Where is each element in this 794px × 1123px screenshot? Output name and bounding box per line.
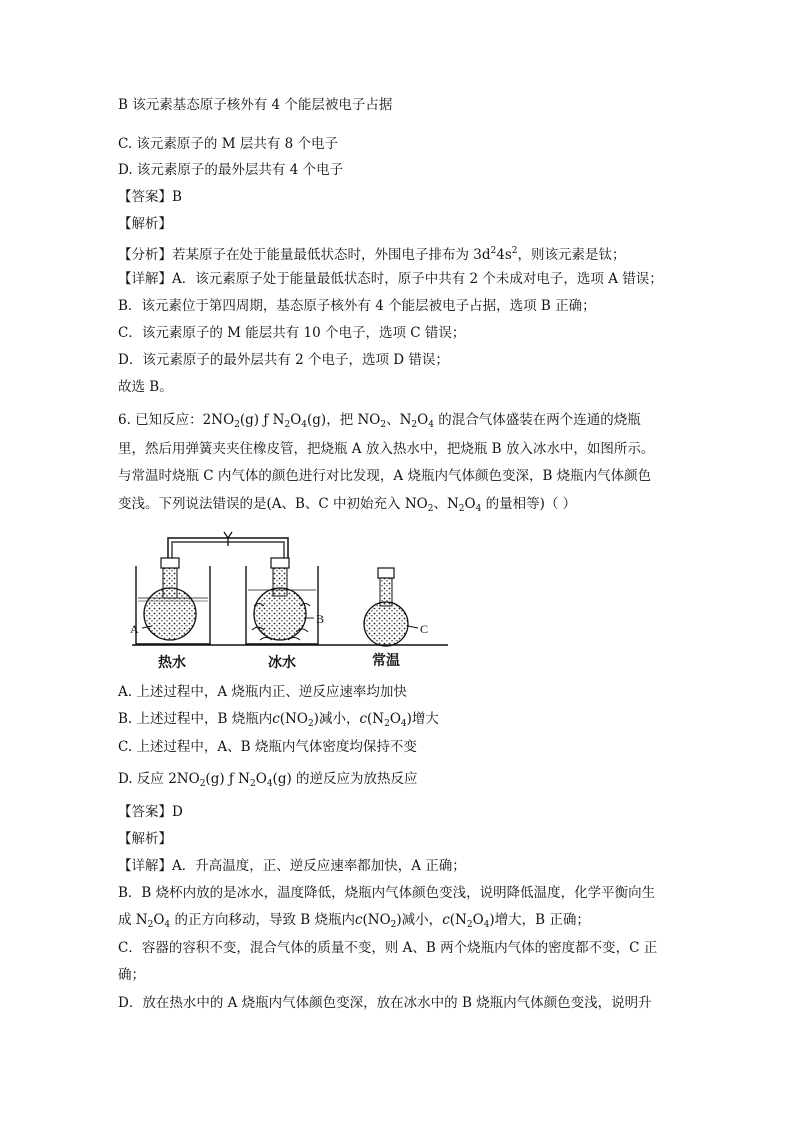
choice-a: A. 上述过程中，A 烧瓶内正、逆反应速率均加快 bbox=[118, 684, 407, 700]
label-ice-water: 冰水 bbox=[268, 655, 296, 671]
question-6-stem: 6. 已知反应：$2NO_2(g)$ ƒ $N_2O_4(g)$，把 $NO_2$、$N_2O_4$ 的混合气体盛装在两个连通的烧瓶 bbox=[118, 412, 641, 430]
spring-clamp bbox=[224, 532, 232, 546]
label-hot-water: 热水 bbox=[158, 655, 186, 671]
detail-d: D．该元素原子的最外层共有 2 个电子，选项 D 错误； bbox=[118, 352, 449, 368]
analysis-label: 【解析】 bbox=[118, 216, 172, 232]
label-room-temp: 常温 bbox=[372, 653, 400, 669]
hot-water-beaker bbox=[136, 558, 210, 644]
label-letter-b: B bbox=[316, 612, 325, 626]
detail2-c-cont: 确； bbox=[118, 967, 145, 983]
flask-a bbox=[144, 588, 196, 640]
option-d-prev: D. 该元素原子的最外层共有 4 个电子 bbox=[118, 162, 344, 178]
choice-d: D. 反应 $2NO_2(g)$ ƒ $N_2O_4(g)$ 的逆反应为放热反应 bbox=[118, 771, 418, 789]
question-6-line4: 变浅。下列说法错误的是(A、B、C 中初始充入 $NO_2$、$N_2O_4$ 的量相等)（ ） bbox=[118, 496, 577, 514]
detail2-b: B．B 烧杯内放的是冰水，温度降低，烧瓶内气体颜色变浅，说明降低温度，化学平衡向生 bbox=[118, 885, 656, 901]
label-letter-c: C bbox=[420, 622, 429, 636]
apparatus-figure bbox=[128, 522, 448, 674]
detail2-a: 【详解】A．升高温度，正、逆反应速率都加快，A 正确； bbox=[118, 858, 466, 874]
detail-c: C．该元素原子的 M 能层共有 10 个电子，选项 C 错误； bbox=[118, 325, 466, 341]
option-c-prev: C. 该元素原子的 M 层共有 8 个电子 bbox=[118, 136, 339, 152]
choice-b: B. 上述过程中，B 烧瓶内$c(NO_2)$减小，$c(N_2O_4)$增大 bbox=[118, 711, 439, 729]
conclusion: 故选 B。 bbox=[118, 379, 173, 395]
detail-a: 【详解】A．该元素原子处于能量最低状态时，原子中共有 2 个未成对电子，选项 A 错误； bbox=[118, 271, 663, 287]
question-6-line2: 里，然后用弹簧夹夹住橡皮管，把烧瓶 A 放入热水中，把烧瓶 B 放入冰水中，如图所示。 bbox=[118, 441, 655, 457]
label-letter-a: A bbox=[130, 622, 139, 636]
option-b-prev: B 该元素基态原子核外有 4 个能层被电子占据 bbox=[118, 97, 393, 113]
detail2-d: D．放在热水中的 A 烧瓶内气体颜色变深，放在冰水中的 B 烧瓶内气体颜色变浅，说明升 bbox=[118, 995, 652, 1011]
flask-b bbox=[254, 588, 306, 640]
detail2-b-cont: 成 $N_2O_4$ 的正方向移动，导致 B 烧瓶内$c(NO_2)$减小，$c(N_2O_4)$增大，B 正确； bbox=[118, 912, 590, 930]
choice-c: C. 上述过程中，A、B 烧瓶内气体密度均保持不变 bbox=[118, 739, 417, 755]
analysis-text: 【分析】若某原子在处于能量最低状态时，外围电子排布为 $3d^24s^2$，则该元素是钛； bbox=[118, 246, 626, 263]
analysis-label-2: 【解析】 bbox=[118, 831, 172, 847]
answer-label: 【答案】B bbox=[118, 189, 182, 205]
room-temp-flask bbox=[364, 568, 408, 646]
question-6-line3: 与常温时烧瓶 C 内气体的颜色进行对比发现，A 烧瓶内气体颜色变深，B 烧瓶内气体颜色 bbox=[118, 468, 652, 484]
detail2-c: C．容器的容积不变，混合气体的质量不变，则 A、B 两个烧瓶内气体的密度都不变，C 正 bbox=[118, 940, 658, 956]
answer-label-2: 【答案】D bbox=[118, 804, 183, 820]
flask-c bbox=[364, 602, 408, 646]
ice-water-beaker bbox=[246, 558, 318, 644]
detail-b: B．该元素位于第四周期，基态原子核外有 4 个能层被电子占据，选项 B 正确； bbox=[118, 298, 596, 314]
